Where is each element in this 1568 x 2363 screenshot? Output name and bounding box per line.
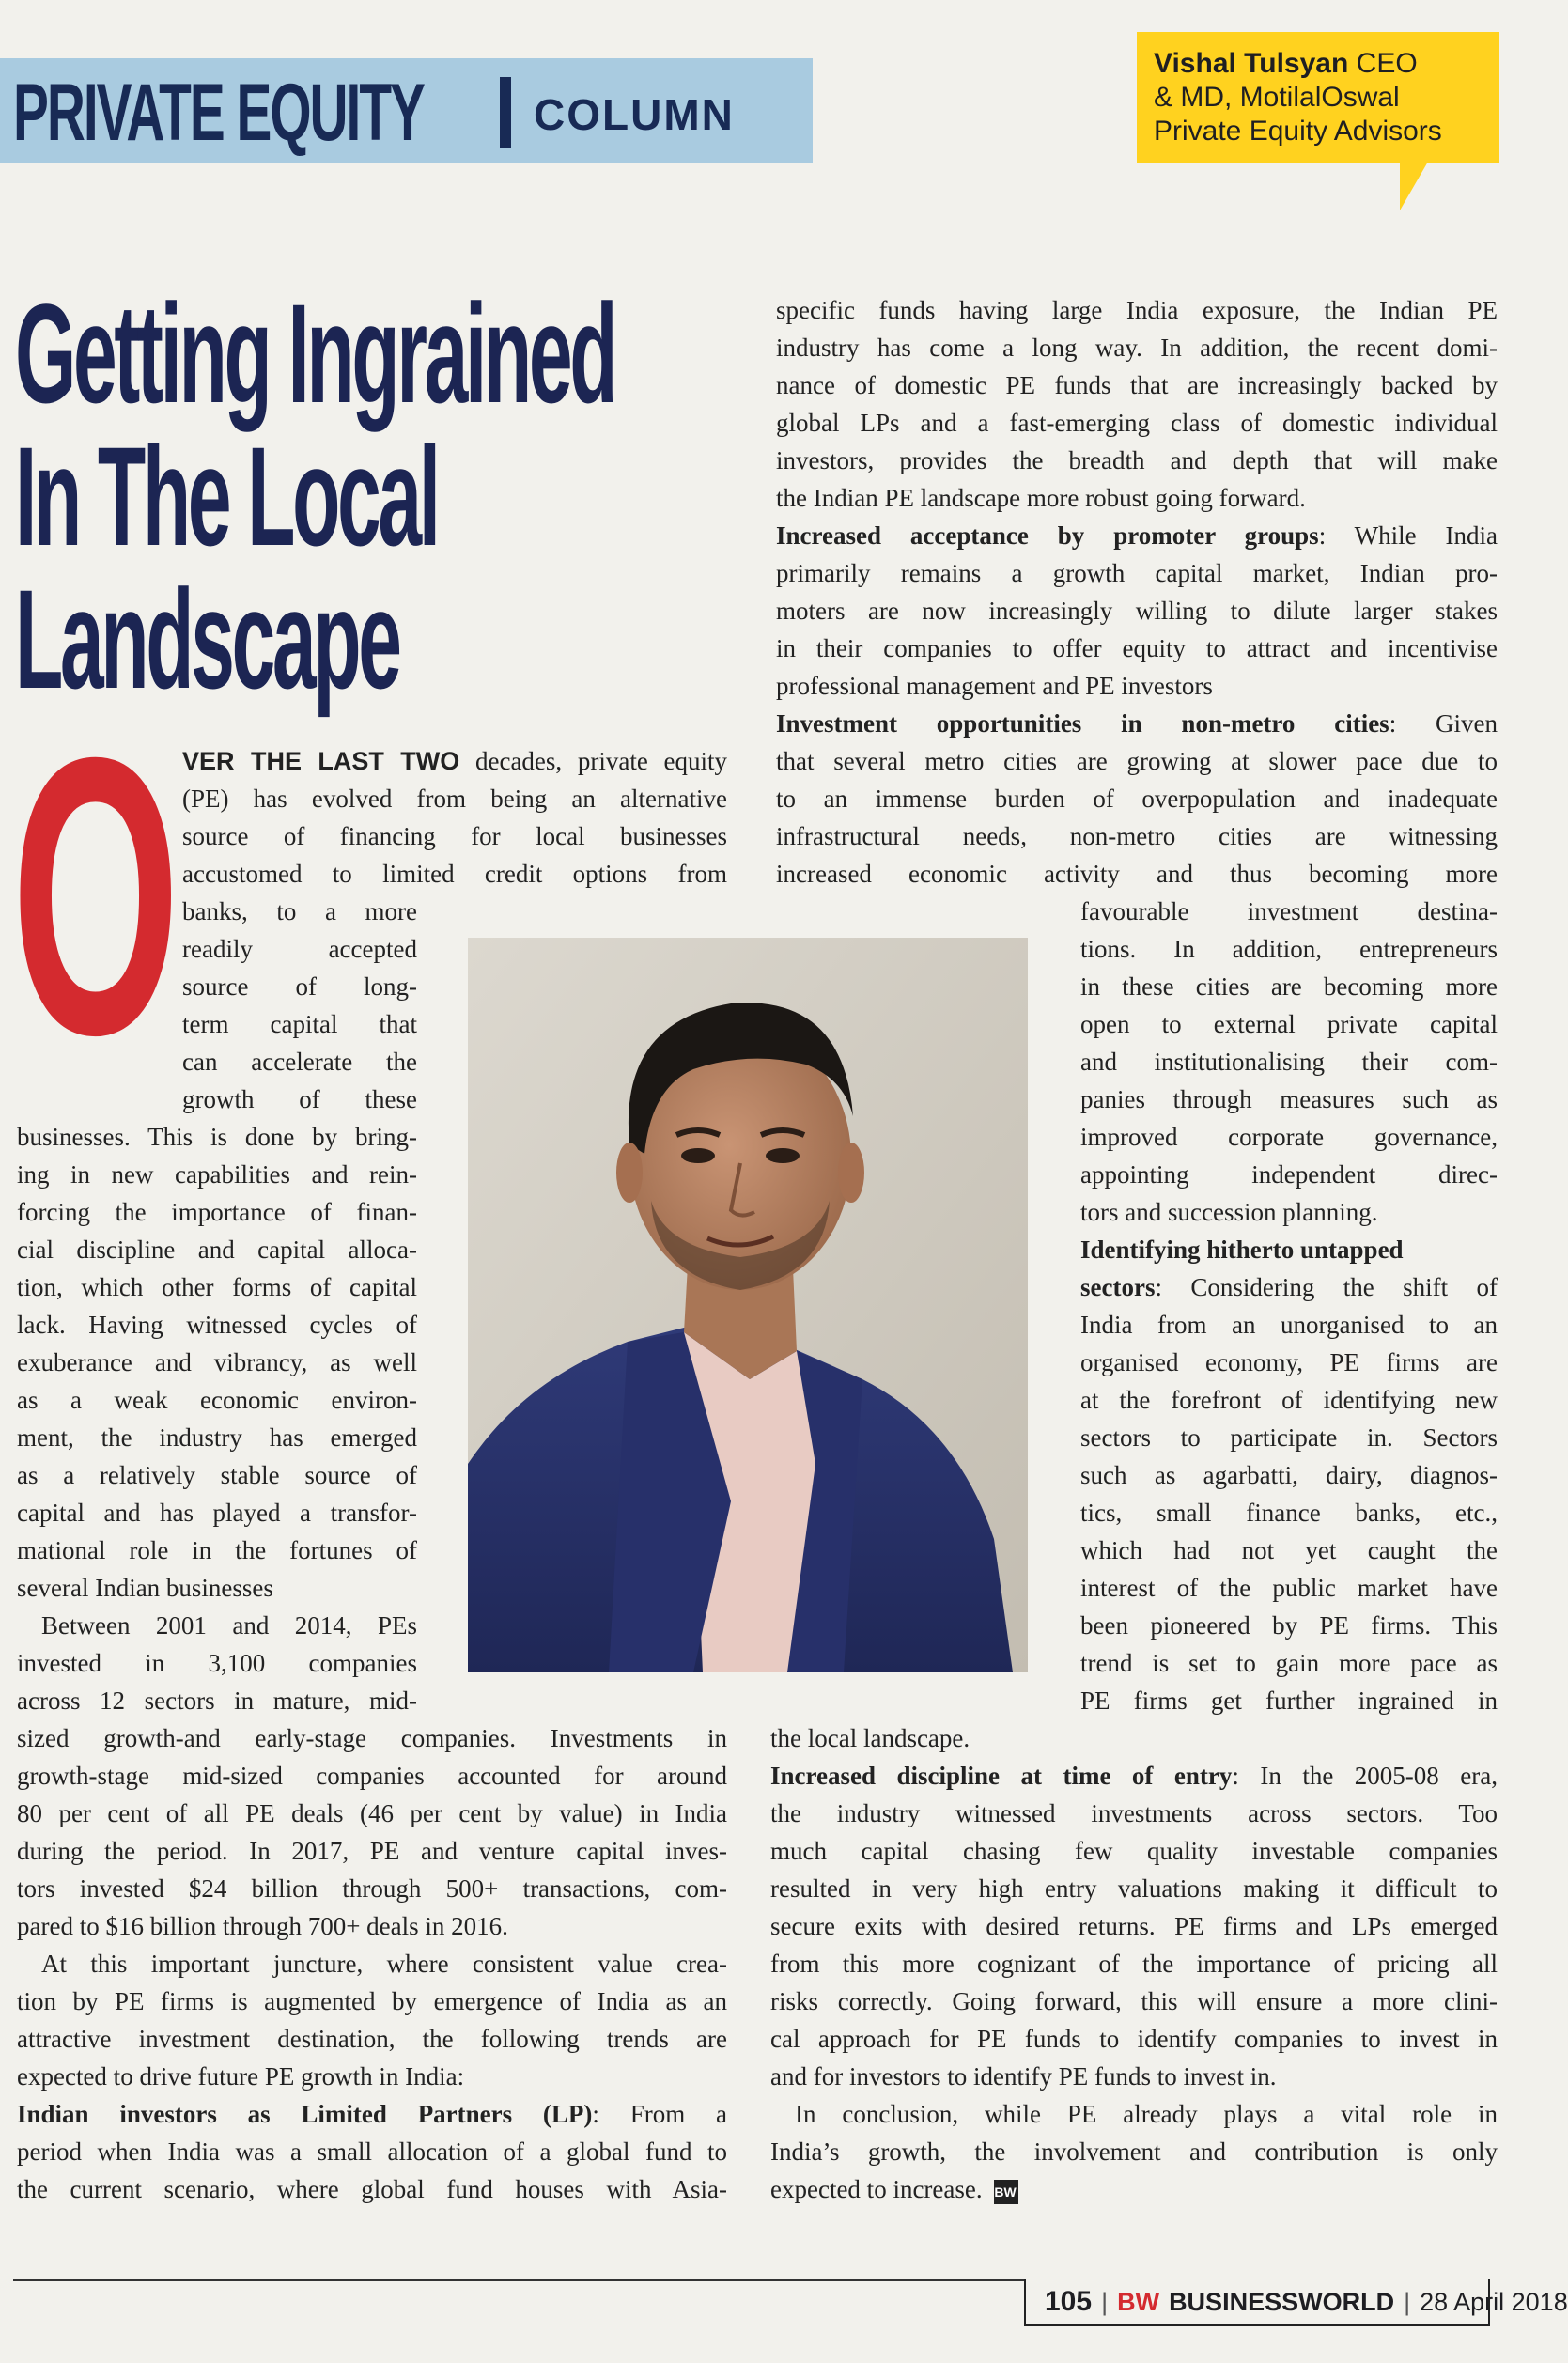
col2-line: Increased discipline at time of entry: In the 2005-08 era, <box>770 1762 1498 1790</box>
col2-line: professional management and PE investors <box>776 672 1213 700</box>
headline-line-3: Landscape <box>15 560 399 718</box>
author-box <box>1137 32 1499 163</box>
col1-line: cial discipline and capital alloca- <box>17 1236 417 1264</box>
col1-line: accustomed to limited credit options from <box>182 860 727 888</box>
col3-line: tics, small finance banks, etc., <box>1080 1499 1498 1527</box>
col1-line: several Indian businesses <box>17 1574 273 1602</box>
col1-bottom <box>17 1719 727 2208</box>
col1-line: across 12 sectors in mature, mid- <box>17 1687 417 1715</box>
headline-line-1: Getting Ingrained <box>15 274 615 432</box>
col1-line: At this important juncture, where consistent value crea- <box>41 1950 727 1978</box>
drop-cap: O <box>11 676 180 1117</box>
col1-line: growth of these <box>182 1085 417 1113</box>
col2-line: expected to increase. BW <box>770 2170 1498 2208</box>
col1-line: sized growth-and early-stage companies. Investments in <box>17 1724 727 1752</box>
col1-line: attractive investment destination, the following trends are <box>17 2025 727 2053</box>
col1-line: the current scenario, where global fund houses with Asia- <box>17 2175 727 2203</box>
col3-line: improved corporate governance, <box>1080 1123 1498 1151</box>
col2-line: risks correctly. Going forward, this will ensure a more clini- <box>770 1987 1498 2015</box>
col3-line: tions. In addition, entrepreneurs <box>1080 935 1498 963</box>
author-line-1 <box>1154 47 1483 81</box>
col2-line: primarily remains a growth capital market, Indian pro- <box>776 559 1498 587</box>
col1-line: as a relatively stable source of <box>17 1461 417 1489</box>
col3-line: appointing independent direc- <box>1080 1160 1498 1189</box>
col3-line: trend is set to gain more pace as <box>1080 1649 1498 1677</box>
author-box-tail <box>1400 162 1428 210</box>
section-subtitle: COLUMN <box>534 90 735 139</box>
col1-line: ing in new capabilities and rein- <box>17 1160 417 1189</box>
section-separator <box>500 77 511 148</box>
col1-line: Indian investors as Limited Partners (LP): From a <box>17 2100 727 2128</box>
col1-line: growth-stage mid-sized companies accounted for around <box>17 1762 727 1790</box>
col1-line: ment, the industry has emerged <box>17 1423 417 1452</box>
col1-line: VER THE LAST TWO decades, private equity <box>182 747 727 775</box>
col1-line: readily accepted <box>182 935 417 963</box>
col1-line: Between 2001 and 2014, PEs <box>41 1611 417 1640</box>
col2-line: in their companies to offer equity to attract and incentivise <box>776 634 1498 662</box>
col2-top <box>776 291 1498 893</box>
col1-line: as a weak economic environ- <box>17 1386 417 1414</box>
col2-line: India’s growth, the involvement and contribution is only <box>770 2138 1498 2166</box>
author-line-2: & MD, MotilalOswal <box>1154 82 1400 113</box>
col2-line: cal approach for PE funds to identify companies to invest in <box>770 2025 1498 2053</box>
subhead-lp: Indian investors as Limited Partners (LP) <box>17 2100 593 2128</box>
background-ghost-text <box>827 141 863 206</box>
author-portrait-photo <box>468 938 1028 1672</box>
col2-line: infrastructural needs, non-metro cities are witnessing <box>776 822 1498 850</box>
col2-line: much capital chasing few quality investable companies <box>770 1837 1498 1865</box>
col3-line: sectors: Considering the shift of <box>1080 1273 1498 1301</box>
col1-intro <box>182 742 727 893</box>
col1-line: can accelerate the <box>182 1048 417 1076</box>
col1-line: tors invested $24 billion through 500+ transactions, com- <box>17 1874 727 1903</box>
col2-line: increased economic activity and thus becoming more <box>776 860 1498 888</box>
col2-line: global LPs and a fast-emerging class of domestic individual <box>776 409 1498 437</box>
col3-line: panies through measures such as <box>1080 1085 1498 1113</box>
col3-line: such as agarbatti, dairy, diagnos- <box>1080 1461 1498 1489</box>
footer-separator-2: | <box>1404 2288 1411 2316</box>
col1-line: during the period. In 2017, PE and venture capital inves- <box>17 1837 727 1865</box>
col3-line <box>1080 1231 1498 1268</box>
col3-line: favourable investment destina- <box>1080 897 1498 925</box>
col2-line: and for investors to identify PE funds to invest in. <box>770 2062 1277 2091</box>
subhead-untapped: Identifying hitherto untapped <box>1080 1236 1404 1264</box>
section-title: PRIVATE EQUITY <box>13 68 424 158</box>
col3-line: and institutionalising their com- <box>1080 1048 1498 1076</box>
col2-line: the local landscape. <box>770 1724 970 1752</box>
portrait-illustration <box>468 938 1028 1672</box>
col1-line: (PE) has evolved from being an alternative <box>182 785 727 813</box>
col1-line: lack. Having witnessed cycles of <box>17 1311 417 1339</box>
col2-line: resulted in very high entry valuations making it difficult to <box>770 1874 1498 1903</box>
col3-line: in these cities are becoming more <box>1080 972 1498 1001</box>
author-title: CEO <box>1356 48 1418 79</box>
page-footer <box>1024 2279 1568 2326</box>
col3-line: India from an unorganised to an <box>1080 1311 1498 1339</box>
col1-line: tion by PE firms is augmented by emergence of India as an <box>17 1987 727 2015</box>
brand-prefix: BW <box>1117 2288 1160 2316</box>
col2-line: Investment opportunities in non-metro cities: Given <box>776 709 1498 738</box>
col3-line: at the forefront of identifying new <box>1080 1386 1498 1414</box>
col2-line: to an immense burden of overpopulation and inadequate <box>776 785 1498 813</box>
col2-line: moters are now increasingly willing to dilute larger stakes <box>776 597 1498 625</box>
article-headline <box>15 274 861 718</box>
footer-separator: | <box>1101 2288 1109 2316</box>
subhead-non-metro: Investment opportunities in non-metro cities <box>776 709 1389 738</box>
col1-line: mational role in the fortunes of <box>17 1536 417 1564</box>
col2-line: nance of domestic PE funds that are increasingly backed by <box>776 371 1498 399</box>
col2-line: Increased acceptance by promoter groups: While India <box>776 521 1498 550</box>
col3-beside-photo <box>1080 893 1498 1719</box>
col3-line: organised economy, PE firms are <box>1080 1348 1498 1376</box>
col2-bottom <box>770 1719 1498 2208</box>
col2-line: specific funds having large India exposure, the Indian PE <box>776 296 1498 324</box>
col1-line: exuberance and vibrancy, as well <box>17 1348 417 1376</box>
col1-line: period when India was a small allocation of a global fund to <box>17 2138 727 2166</box>
col1-line: businesses. This is done by bring- <box>17 1123 417 1151</box>
col2-line: industry has come a long way. In addition, the recent domi- <box>776 334 1498 362</box>
col1-line: tion, which other forms of capital <box>17 1273 417 1301</box>
col1-line: expected to drive future PE growth in India: <box>17 2062 465 2091</box>
col1-line: forcing the importance of finan- <box>17 1198 417 1226</box>
col1-line: 80 per cent of all PE deals (46 per cent by value) in India <box>17 1799 727 1827</box>
col3-line: sectors to participate in. Sectors <box>1080 1423 1498 1452</box>
col1-line: capital and has played a transfor- <box>17 1499 417 1527</box>
col3-line: tors and succession planning. <box>1080 1198 1378 1226</box>
issue-date: 28 April 2018 <box>1420 2288 1568 2316</box>
page-number: 105 <box>1045 2286 1093 2317</box>
subhead-promoter: Increased acceptance by promoter groups <box>776 521 1319 550</box>
col3-line: PE firms get further ingrained in <box>1080 1687 1498 1715</box>
brand-name: BUSINESSWORLD <box>1169 2288 1395 2316</box>
col1-line: source of long- <box>182 972 417 1001</box>
author-name: Vishal Tulsyan <box>1154 48 1349 79</box>
col3-line: open to external private capital <box>1080 1010 1498 1038</box>
col1-line: term capital that <box>182 1010 417 1038</box>
col3-line: which had not yet caught the <box>1080 1536 1498 1564</box>
lead-in-caps: VER THE LAST TWO <box>182 747 460 775</box>
headline-line-2: In The Local <box>15 417 438 575</box>
col2-line: that several metro cities are growing at slower pace due to <box>776 747 1498 775</box>
author-line-3: Private Equity Advisors <box>1154 116 1442 147</box>
col2-line: investors, provides the breadth and depth that will make <box>776 446 1498 474</box>
col2-line: In conclusion, while PE already plays a vital role in <box>795 2100 1498 2128</box>
col1-line: invested in 3,100 companies <box>17 1649 417 1677</box>
bw-end-mark: BW <box>994 2180 1018 2204</box>
col2-line: the Indian PE landscape more robust going forward. <box>776 484 1306 512</box>
col2-line: from this more cognizant of the importance of pricing all <box>770 1950 1498 1978</box>
col1-line: banks, to a more <box>182 897 417 925</box>
col1-beside-photo-b <box>17 1118 417 1719</box>
col3-line: interest of the public market have <box>1080 1574 1498 1602</box>
col2-line: secure exits with desired returns. PE firms and LPs emerged <box>770 1912 1498 1940</box>
col2-line: the industry witnessed investments across sectors. Too <box>770 1799 1498 1827</box>
col3-line: been pioneered by PE firms. This <box>1080 1611 1498 1640</box>
col1-line: pared to $16 billion through 700+ deals in 2016. <box>17 1912 508 1940</box>
subhead-discipline: Increased discipline at time of entry <box>770 1762 1233 1790</box>
col1-beside-photo-a <box>182 893 417 1118</box>
col1-line: source of financing for local businesses <box>182 822 727 850</box>
